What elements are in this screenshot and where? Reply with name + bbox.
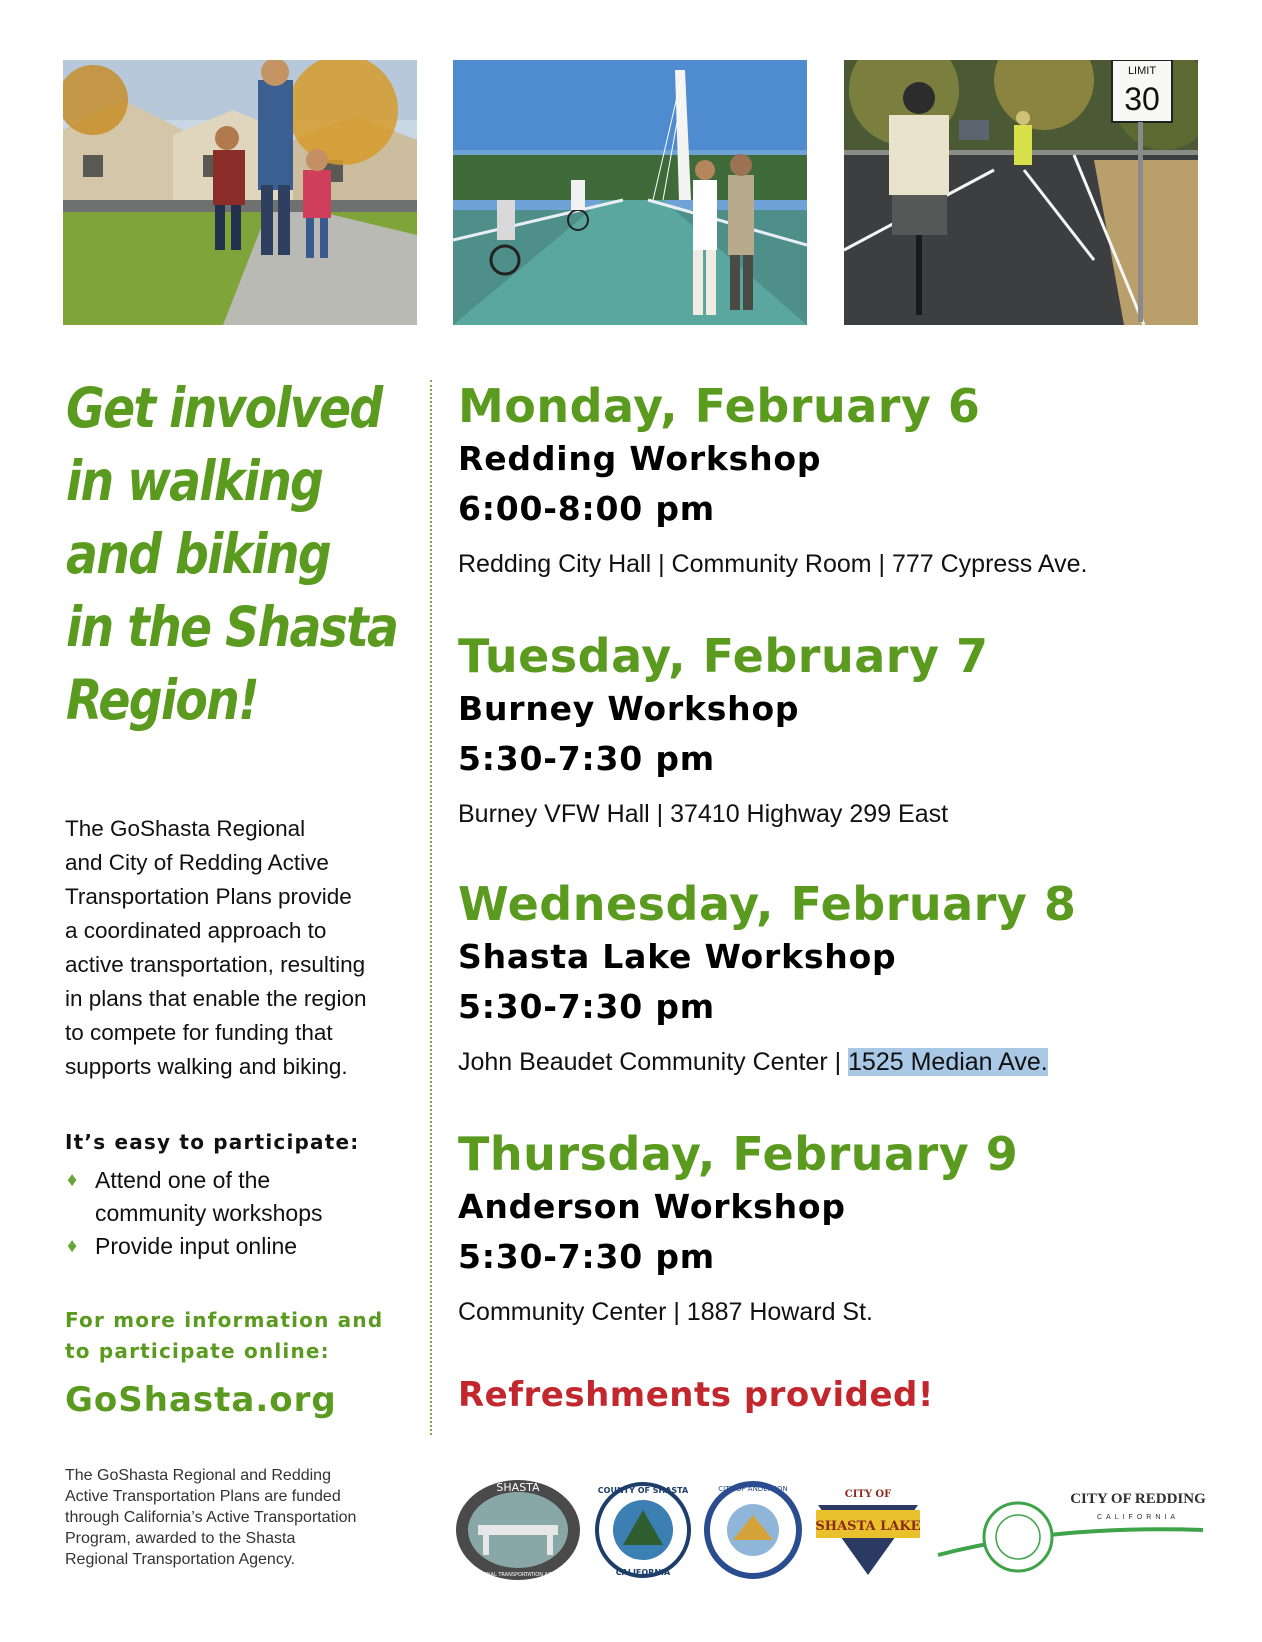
list-item-text: Attend one of the [95, 1167, 271, 1193]
svg-text:CALIFORNIA: CALIFORNIA [615, 1568, 671, 1577]
city-of-redding-logo [933, 1475, 1213, 1585]
participate-list [65, 1164, 323, 1263]
headline-line: in the Shasta [66, 595, 398, 659]
intro-line: The GoShasta Regional [65, 816, 306, 841]
intro-line: supports walking and biking. [65, 1054, 348, 1079]
more-info-line: For more information and [65, 1308, 384, 1332]
event-location [458, 1292, 1018, 1332]
city-of-shasta-lake-logo [808, 1475, 928, 1585]
event-title: Burney Workshop [458, 689, 800, 728]
svg-text:CITY OF: CITY OF [844, 1489, 892, 1500]
event-location-text: Community Center | 1887 Howard St. [458, 1298, 874, 1326]
sundial-bridge-photo [453, 60, 807, 325]
funding-line: Active Transportation Plans are funded [65, 1488, 341, 1505]
list-item [65, 1164, 323, 1230]
funding-line: through California’s Active Transportation [65, 1509, 357, 1526]
list-item-text: community workshops [95, 1200, 323, 1226]
workshop-event [458, 628, 988, 834]
svg-text:SHASTA: SHASTA [496, 1481, 540, 1494]
diamond-bullet-icon: ♦ [67, 1235, 78, 1257]
funding-note [65, 1465, 415, 1570]
intro-line: in plans that enable the region [65, 986, 367, 1011]
event-location-text: Redding City Hall | Community Room | 777 Cypress Ave. [458, 550, 1088, 578]
funding-line: The GoShasta Regional and Redding [65, 1467, 331, 1484]
city-of-anderson-seal [703, 1475, 803, 1585]
column-divider [430, 380, 432, 1435]
list-item-text: Provide input online [95, 1233, 298, 1259]
headline [66, 372, 427, 737]
workshop-event [458, 876, 1076, 1082]
event-location [458, 1042, 1076, 1082]
event-date: Thursday, February 9 [458, 1127, 1019, 1181]
intro-line: to compete for funding that [65, 1020, 333, 1045]
more-info [65, 1305, 383, 1367]
event-time: 6:00-8:00 pm [458, 489, 715, 528]
event-location-text: John Beaudet Community Center | [458, 1048, 849, 1076]
headline-line: Get involved [66, 376, 382, 440]
svg-text:CALIFORNIA: CALIFORNIA [1096, 1514, 1180, 1521]
event-date: Tuesday, February 7 [458, 629, 989, 683]
intro-line: a coordinated approach to [65, 918, 327, 943]
headline-line: in walking [66, 449, 323, 513]
event-date: Monday, February 6 [458, 379, 981, 433]
event-time: 5:30-7:30 pm [458, 987, 715, 1026]
intro-line: and City of Redding Active [65, 850, 329, 875]
family-walking-photo [63, 60, 417, 325]
website-link[interactable]: GoShasta.org [65, 1380, 337, 1420]
event-title: Redding Workshop [458, 439, 822, 478]
funding-line: Program, awarded to the Shasta [65, 1530, 296, 1547]
srta-logo [453, 1475, 583, 1585]
refreshments-note: Refreshments provided! [458, 1375, 934, 1415]
svg-text:CITY OF ANDERSON: CITY OF ANDERSON [718, 1485, 788, 1493]
svg-text:COUNTY OF SHASTA: COUNTY OF SHASTA [597, 1486, 689, 1495]
speed-limit-label: LIMIT [1127, 65, 1157, 77]
event-location-text: Burney VFW Hall | 37410 Highway 299 East [458, 800, 949, 828]
workshop-event [458, 378, 1087, 584]
selected-text-highlight[interactable]: 1525 Median Ave. [848, 1048, 1048, 1076]
event-date: Wednesday, February 8 [458, 877, 1077, 931]
event-time: 5:30-7:30 pm [458, 739, 715, 778]
speed-limit-number: 30 [1124, 81, 1160, 117]
county-of-shasta-seal [593, 1475, 693, 1585]
event-location [458, 544, 1087, 584]
event-time: 5:30-7:30 pm [458, 1237, 715, 1276]
svg-text:CITY OF REDDING: CITY OF REDDING [1070, 1491, 1206, 1507]
workshop-event [458, 1126, 1018, 1332]
event-title: Shasta Lake Workshop [458, 937, 897, 976]
intro-line: active transportation, resulting [65, 952, 366, 977]
list-item [65, 1230, 323, 1263]
event-title: Anderson Workshop [458, 1187, 846, 1226]
intro-paragraph [65, 812, 415, 1084]
intro-line: Transportation Plans provide [65, 884, 352, 909]
funding-line: Regional Transportation Agency. [65, 1551, 296, 1568]
svg-text:REGIONAL TRANSPORTATION AGENCY: REGIONAL TRANSPORTATION AGENCY [470, 1572, 566, 1578]
headline-line: Region! [66, 668, 258, 732]
cyclists-bike-lane-photo [844, 60, 1198, 325]
more-info-line: to participate online: [65, 1339, 330, 1363]
sponsor-logos [453, 1475, 1213, 1585]
diamond-bullet-icon: ♦ [67, 1169, 78, 1191]
headline-line: and biking [66, 522, 330, 586]
event-location [458, 794, 988, 834]
participate-heading: It’s easy to participate: [65, 1130, 360, 1154]
svg-text:SHASTA LAKE: SHASTA LAKE [815, 1519, 921, 1534]
